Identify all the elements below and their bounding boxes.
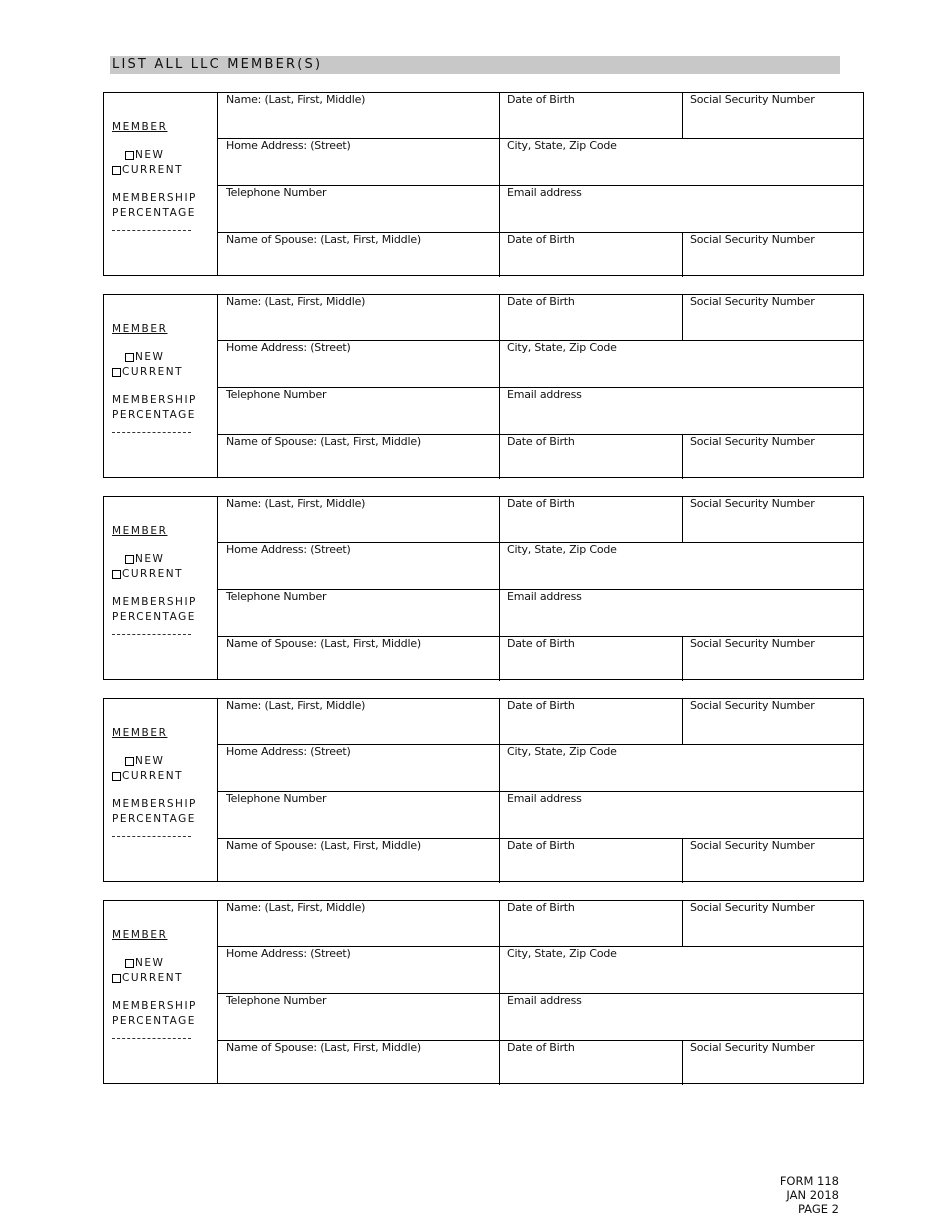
dob-field[interactable]: Date of Birth	[507, 93, 575, 106]
current-checkbox[interactable]	[112, 368, 121, 377]
email-field[interactable]: Email address	[507, 994, 582, 1007]
percentage-input-line[interactable]	[112, 1038, 191, 1039]
member-block	[103, 496, 864, 680]
address-field[interactable]: Home Address: (Street)	[226, 947, 351, 960]
spouse-dob-field[interactable]: Date of Birth	[507, 233, 575, 246]
current-label: CURRENT	[122, 366, 184, 378]
spouse-dob-field[interactable]: Date of Birth	[507, 1041, 575, 1054]
current-option[interactable]	[112, 770, 183, 782]
new-label: NEW	[135, 755, 165, 767]
dob-field[interactable]: Date of Birth	[507, 497, 575, 510]
new-option[interactable]	[125, 957, 164, 969]
name-field[interactable]: Name: (Last, First, Middle)	[226, 901, 366, 914]
spouse-ssn-field[interactable]: Social Security Number	[690, 1041, 815, 1054]
membership-percentage-label: MEMBERSHIP PERCENTAGE	[112, 1000, 197, 1027]
ssn-field[interactable]: Social Security Number	[690, 93, 815, 106]
current-option[interactable]	[112, 568, 183, 580]
spouse-dob-field[interactable]: Date of Birth	[507, 637, 575, 650]
member-block	[103, 698, 864, 882]
current-option[interactable]	[112, 164, 183, 176]
email-field[interactable]: Email address	[507, 792, 582, 805]
address-field[interactable]: Home Address: (Street)	[226, 139, 351, 152]
email-field[interactable]: Email address	[507, 590, 582, 603]
current-checkbox[interactable]	[112, 772, 121, 781]
city-state-zip-field[interactable]: City, State, Zip Code	[507, 139, 617, 152]
address-field[interactable]: Home Address: (Street)	[226, 543, 351, 556]
address-field[interactable]: Home Address: (Street)	[226, 745, 351, 758]
phone-field[interactable]: Telephone Number	[226, 792, 327, 805]
spouse-name-field[interactable]: Name of Spouse: (Last, First, Middle)	[226, 1041, 421, 1054]
membership-percentage-label: MEMBERSHIP PERCENTAGE	[112, 596, 197, 623]
member-label: MEMBER	[112, 929, 168, 941]
name-field[interactable]: Name: (Last, First, Middle)	[226, 699, 366, 712]
city-state-zip-field[interactable]: City, State, Zip Code	[507, 543, 617, 556]
city-state-zip-field[interactable]: City, State, Zip Code	[507, 947, 617, 960]
percentage-input-line[interactable]	[112, 432, 191, 433]
new-option[interactable]	[125, 149, 164, 161]
spouse-name-field[interactable]: Name of Spouse: (Last, First, Middle)	[226, 233, 421, 246]
ssn-field[interactable]: Social Security Number	[690, 699, 815, 712]
email-field[interactable]: Email address	[507, 388, 582, 401]
new-option[interactable]	[125, 351, 164, 363]
current-option[interactable]	[112, 972, 183, 984]
spouse-name-field[interactable]: Name of Spouse: (Last, First, Middle)	[226, 435, 421, 448]
new-checkbox[interactable]	[125, 959, 134, 968]
member-block	[103, 294, 864, 478]
new-label: NEW	[135, 553, 165, 565]
member-block	[103, 900, 864, 1084]
new-label: NEW	[135, 351, 165, 363]
member-label: MEMBER	[112, 121, 168, 133]
phone-field[interactable]: Telephone Number	[226, 994, 327, 1007]
section-header: LIST ALL LLC MEMBER(S)	[110, 56, 840, 74]
percentage-input-line[interactable]	[112, 836, 191, 837]
spouse-dob-field[interactable]: Date of Birth	[507, 435, 575, 448]
city-state-zip-field[interactable]: City, State, Zip Code	[507, 341, 617, 354]
ssn-field[interactable]: Social Security Number	[690, 497, 815, 510]
spouse-ssn-field[interactable]: Social Security Number	[690, 839, 815, 852]
member-label: MEMBER	[112, 727, 168, 739]
member-side-panel	[104, 93, 218, 275]
spouse-ssn-field[interactable]: Social Security Number	[690, 233, 815, 246]
name-field[interactable]: Name: (Last, First, Middle)	[226, 497, 366, 510]
ssn-field[interactable]: Social Security Number	[690, 901, 815, 914]
new-option[interactable]	[125, 553, 164, 565]
address-field[interactable]: Home Address: (Street)	[226, 341, 351, 354]
name-field[interactable]: Name: (Last, First, Middle)	[226, 93, 366, 106]
form-date: JAN 2018	[786, 1188, 839, 1202]
new-option[interactable]	[125, 755, 164, 767]
form-number: FORM 118	[779, 1174, 839, 1188]
current-option[interactable]	[112, 366, 183, 378]
city-state-zip-field[interactable]: City, State, Zip Code	[507, 745, 617, 758]
new-label: NEW	[135, 957, 165, 969]
new-checkbox[interactable]	[125, 151, 134, 160]
current-label: CURRENT	[122, 770, 184, 782]
phone-field[interactable]: Telephone Number	[226, 590, 327, 603]
current-label: CURRENT	[122, 972, 184, 984]
spouse-ssn-field[interactable]: Social Security Number	[690, 435, 815, 448]
member-block	[103, 92, 864, 276]
name-field[interactable]: Name: (Last, First, Middle)	[226, 295, 366, 308]
current-label: CURRENT	[122, 568, 184, 580]
dob-field[interactable]: Date of Birth	[507, 699, 575, 712]
page-number: PAGE 2	[797, 1202, 839, 1216]
spouse-ssn-field[interactable]: Social Security Number	[690, 637, 815, 650]
membership-percentage-label: MEMBERSHIP PERCENTAGE	[112, 798, 197, 825]
new-checkbox[interactable]	[125, 353, 134, 362]
member-label: MEMBER	[112, 525, 168, 537]
member-side-panel	[104, 295, 218, 477]
membership-percentage-label: MEMBERSHIP PERCENTAGE	[112, 394, 197, 421]
member-side-panel	[104, 699, 218, 881]
new-checkbox[interactable]	[125, 555, 134, 564]
new-label: NEW	[135, 149, 165, 161]
percentage-input-line[interactable]	[112, 634, 191, 635]
spouse-name-field[interactable]: Name of Spouse: (Last, First, Middle)	[226, 637, 421, 650]
spouse-dob-field[interactable]: Date of Birth	[507, 839, 575, 852]
current-checkbox[interactable]	[112, 166, 121, 175]
email-field[interactable]: Email address	[507, 186, 582, 199]
new-checkbox[interactable]	[125, 757, 134, 766]
current-checkbox[interactable]	[112, 570, 121, 579]
member-side-panel	[104, 497, 218, 679]
form-footer	[780, 1174, 839, 1216]
current-label: CURRENT	[122, 164, 184, 176]
member-label: MEMBER	[112, 323, 168, 335]
current-checkbox[interactable]	[112, 974, 121, 983]
phone-field[interactable]: Telephone Number	[226, 186, 327, 199]
dob-field[interactable]: Date of Birth	[507, 901, 575, 914]
membership-percentage-label: MEMBERSHIP PERCENTAGE	[112, 192, 197, 219]
ssn-field[interactable]: Social Security Number	[690, 295, 815, 308]
spouse-name-field[interactable]: Name of Spouse: (Last, First, Middle)	[226, 839, 421, 852]
percentage-input-line[interactable]	[112, 230, 191, 231]
phone-field[interactable]: Telephone Number	[226, 388, 327, 401]
member-side-panel	[104, 901, 218, 1083]
dob-field[interactable]: Date of Birth	[507, 295, 575, 308]
